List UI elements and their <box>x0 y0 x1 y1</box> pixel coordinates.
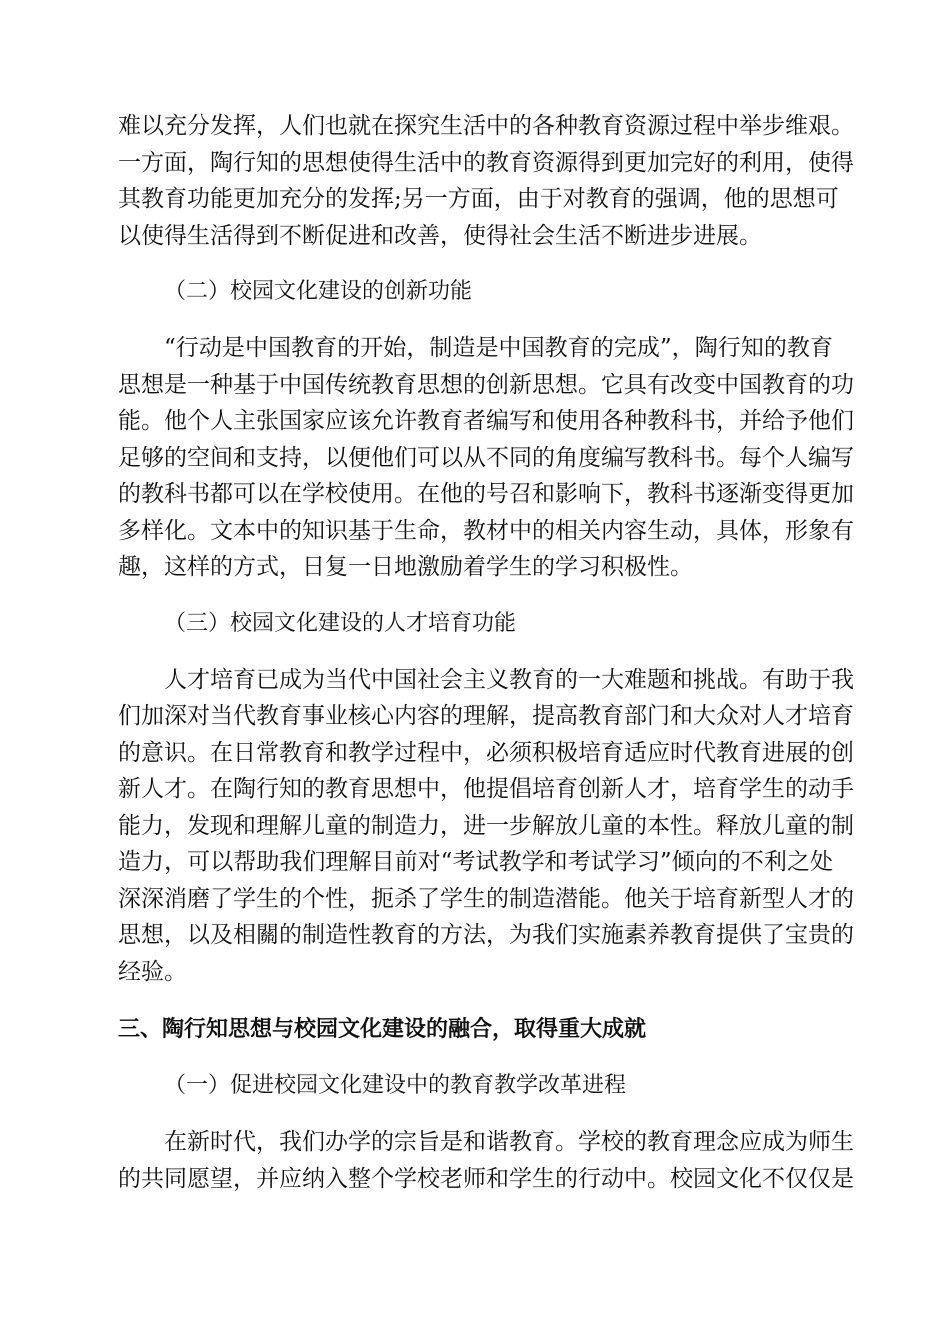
paragraph-line: 在新时代，我们办学的宗旨是和谐教育。学校的教育理念应成为师生 <box>164 1129 854 1155</box>
paragraph-line: 造力，可以帮助我们理解目前对“考试教学和考试学习”倾向的不利之处 <box>118 849 833 875</box>
section-heading-talent: （三）校园文化建设的人才培育功能 <box>164 610 517 636</box>
innovation-paragraph <box>118 330 854 586</box>
paragraph-line: 思想是一种基于中国传统教育思想的创新思想。它具有改变中国教育的功 <box>118 371 854 398</box>
talent-paragraph <box>118 662 854 991</box>
paragraph-line: 以使得生活得到不断促进和改善，使得社会生活不断进步进展。 <box>118 222 762 249</box>
paragraph-line: 能力，发现和理解儿童的制造力，进一步解放儿童的本性。释放儿童的制 <box>118 812 854 839</box>
section-heading-reform: （一）促进校园文化建设中的教育教学改革进程 <box>164 1073 627 1098</box>
document-page <box>118 108 854 1197</box>
reform-paragraph <box>118 1124 854 1197</box>
paragraph-line: 新人才。在陶行知的教育思想中，他提倡培育创新人才，培育学生的动手 <box>118 776 854 802</box>
paragraph-line: 深深消磨了学生的个性，扼杀了学生的制造潜能。他关于培育新型人才的 <box>118 885 854 912</box>
paragraph-line: 趣，这样的方式，日复一日地激励着学生的学习积极性。 <box>118 554 693 580</box>
paragraph-line: “行动是中国教育的开始，制造是中国教育的完成”，陶行知的教育 <box>164 335 833 361</box>
paragraph-line: 的教科书都可以在学校使用。在他的号召和影响下，教科书逐渐变得更加 <box>118 481 854 507</box>
paragraph-line: 经验。 <box>118 958 187 985</box>
paragraph-line: 人才培育已成为当代中国社会主义教育的一大难题和挑战。有助于我 <box>164 666 854 693</box>
section-heading-innovation: （二）校园文化建设的创新功能 <box>164 279 473 304</box>
paragraph-line: 的意识。在日常教育和教学过程中，必须积极培育适应时代教育进展的创 <box>118 739 854 766</box>
paragraph-line: 思想，以及相關的制造性教育的方法，为我们实施素养教育提供了宝贵的 <box>118 922 854 948</box>
paragraph-line: 难以充分发挥，人们也就在探究生活中的各种教育资源过程中举步维艰。 <box>118 113 854 139</box>
part-heading-integration: 三、陶行知思想与校园文化建设的融合，取得重大成就 <box>118 1017 647 1042</box>
continuation-paragraph <box>118 108 854 254</box>
paragraph-line: 们加深对当代教育事业核心内容的理解，提高教育部门和大众对人才培育 <box>118 703 854 729</box>
paragraph-line: 其教育功能更加充分的发挥;另一方面，由于对教育的强调，他的思想可 <box>118 186 839 212</box>
paragraph-line: 多样化。文本中的知识基于生命，教材中的相关内容生动，具体，形象有 <box>118 517 854 544</box>
paragraph-line: 一方面，陶行知的思想使得生活中的教育资源得到更加完好的利用，使得 <box>118 149 854 176</box>
paragraph-line: 足够的空间和支持，以便他们可以从不同的角度编写教科书。每个人编写 <box>118 444 854 471</box>
paragraph-line: 能。他个人主张国家应该允许教育者编写和使用各种教科书，并给予他们 <box>118 408 854 434</box>
paragraph-line: 的共同愿望，并应纳入整个学校老师和学生的行动中。校园文化不仅仅是 <box>118 1165 854 1192</box>
